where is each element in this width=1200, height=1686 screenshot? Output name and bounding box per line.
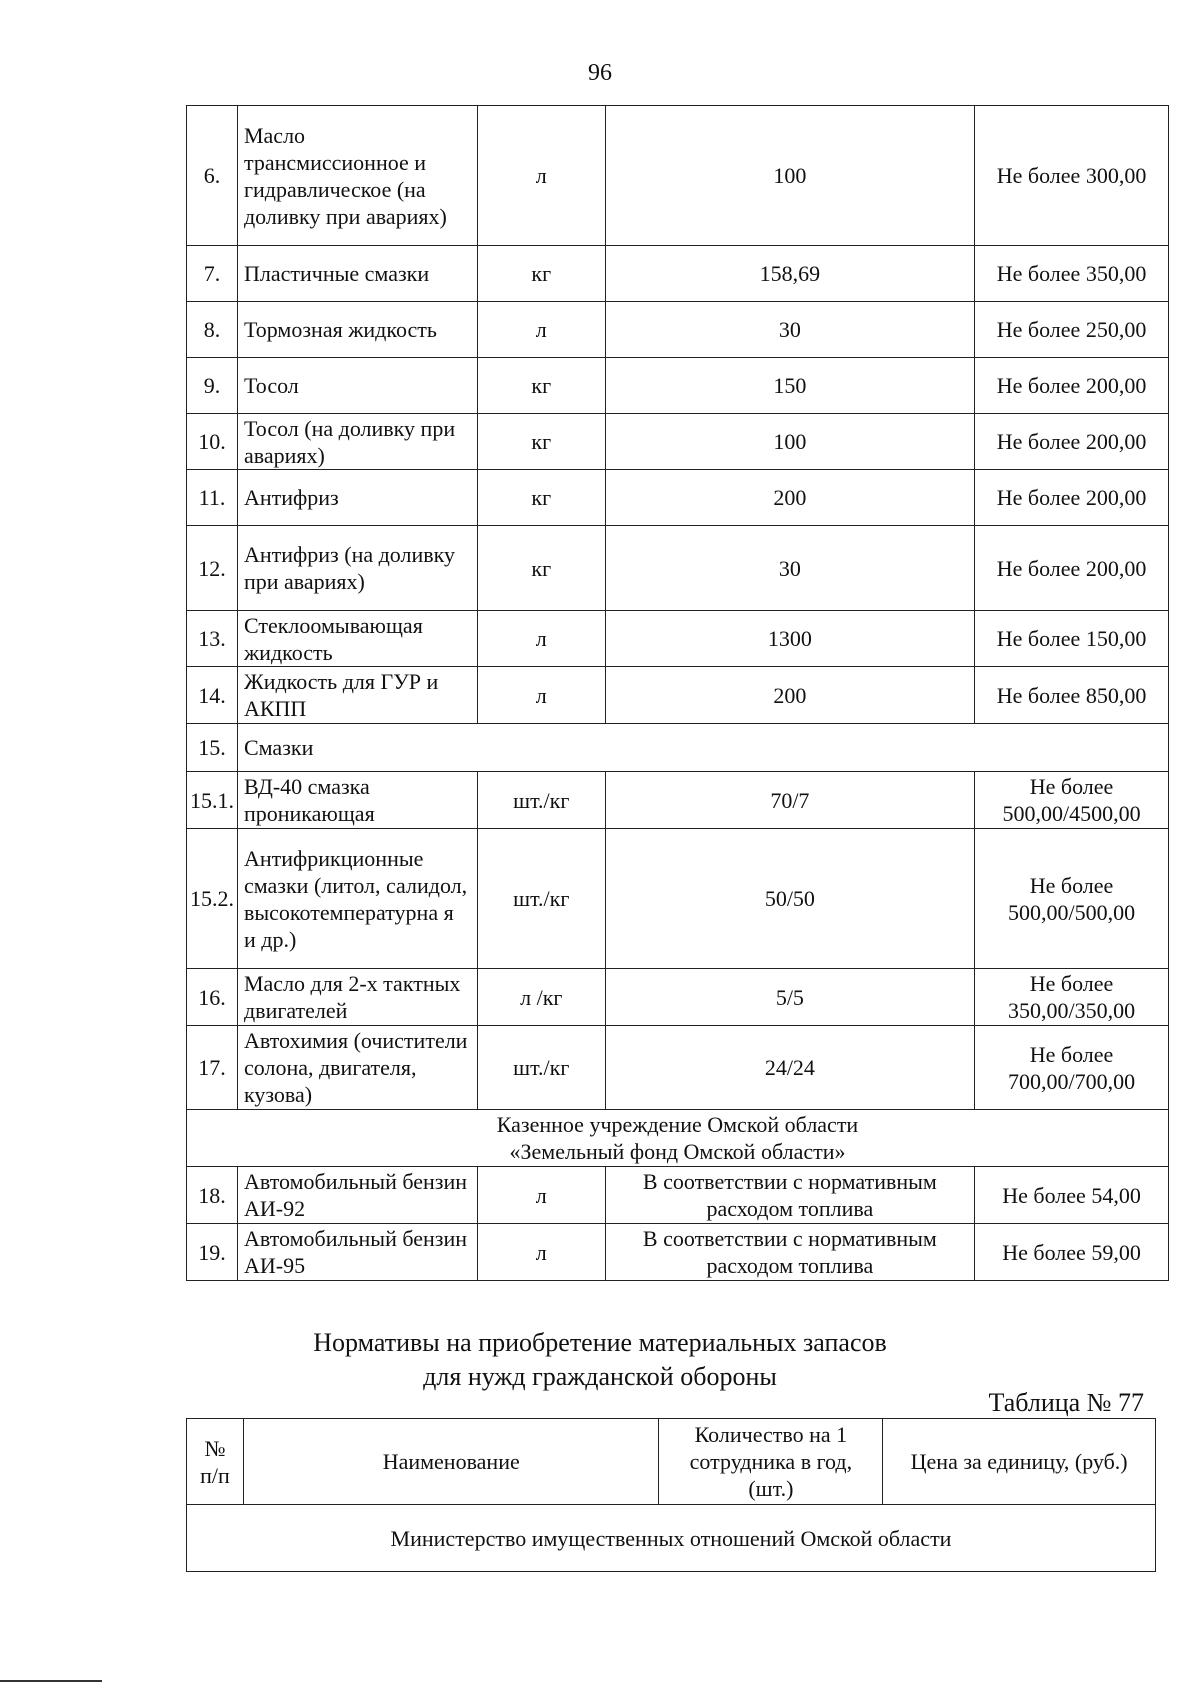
item-name: ВД-40 смазка проникающая: [237, 772, 477, 829]
table-row: [187, 1224, 1169, 1281]
item-unit: кг: [477, 526, 605, 611]
item-name: Пластичные смазки: [237, 246, 477, 302]
item-quantity: 1300: [605, 611, 974, 667]
table-row: [187, 106, 1169, 246]
item-price: Не более 150,00: [975, 611, 1169, 667]
item-quantity: 100: [605, 106, 974, 246]
item-price: Не более 200,00: [975, 470, 1169, 526]
item-quantity: 200: [605, 667, 974, 724]
item-unit: л: [477, 302, 605, 358]
page-number: 96: [588, 60, 612, 86]
item-name: Автохимия (очистители солона, двигателя, кузова): [237, 1026, 477, 1110]
header-name: Наименование: [243, 1419, 659, 1505]
item-unit: л: [477, 1167, 605, 1224]
section-header: Министерство имущественных отношений Омской области: [187, 1505, 1156, 1572]
item-name: Антифрикционные смазки (литол, салидол, высокотемпературна я и др.): [237, 829, 477, 969]
item-price: Не более 500,00/4500,00: [975, 772, 1169, 829]
item-quantity: 158,69: [605, 246, 974, 302]
item-quantity: 150: [605, 358, 974, 414]
item-quantity: 30: [605, 526, 974, 611]
table-row: [187, 302, 1169, 358]
row-number: 17.: [187, 1026, 238, 1110]
section-header-row: [187, 1110, 1169, 1167]
row-number: 16.: [187, 969, 238, 1026]
table-row: [187, 611, 1169, 667]
section-header-line2: «Земельный фонд Омской области»: [509, 1139, 846, 1164]
table-row: [187, 1026, 1169, 1110]
item-price: Не более 850,00: [975, 667, 1169, 724]
item-price: Не более 500,00/500,00: [975, 829, 1169, 969]
header-number: № п/п: [187, 1419, 244, 1505]
item-price: Не более 250,00: [975, 302, 1169, 358]
item-name: Тосол (на доливку при авариях): [237, 414, 477, 470]
item-quantity: 70/7: [605, 772, 974, 829]
row-number: 15.: [187, 724, 238, 772]
item-unit: л: [477, 667, 605, 724]
item-unit: л: [477, 106, 605, 246]
item-price: Не более 54,00: [975, 1167, 1169, 1224]
item-quantity: 50/50: [605, 829, 974, 969]
item-name: Тормозная жидкость: [237, 302, 477, 358]
table-row: [187, 246, 1169, 302]
row-number: 13.: [187, 611, 238, 667]
row-number: 19.: [187, 1224, 238, 1281]
item-quantity: 200: [605, 470, 974, 526]
table-row: [187, 414, 1169, 470]
item-unit: шт./кг: [477, 1026, 605, 1110]
row-number: 11.: [187, 470, 238, 526]
table-row: [187, 724, 1169, 772]
row-number: 6.: [187, 106, 238, 246]
section-header-line1: Казенное учреждение Омской области: [496, 1112, 859, 1137]
item-name: Масло для 2-х тактных двигателей: [237, 969, 477, 1026]
item-price: Не более 200,00: [975, 358, 1169, 414]
item-name: Автомобильный бензин АИ-92: [237, 1167, 477, 1224]
section-header: [187, 1110, 1169, 1167]
row-number: 10.: [187, 414, 238, 470]
item-price: Не более 300,00: [975, 106, 1169, 246]
fuel-materials-table: [186, 105, 1169, 1281]
item-unit: шт./кг: [477, 772, 605, 829]
item-price: Не более 700,00/700,00: [975, 1026, 1169, 1110]
item-unit: кг: [477, 414, 605, 470]
item-name: Масло трансмиссионное и гидравлическое (на доливку при авариях): [237, 106, 477, 246]
table-row: [187, 358, 1169, 414]
table-row: [187, 470, 1169, 526]
row-number: 18.: [187, 1167, 238, 1224]
item-quantity: 30: [605, 302, 974, 358]
item-name: Стеклоомывающая жидкость: [237, 611, 477, 667]
table-row: [187, 667, 1169, 724]
header-row: [187, 1419, 1156, 1505]
item-price: Не более 350,00/350,00: [975, 969, 1169, 1026]
item-name: Автомобильный бензин АИ-95: [237, 1224, 477, 1281]
item-quantity: 100: [605, 414, 974, 470]
item-name: Жидкость для ГУР и АКПП: [237, 667, 477, 724]
item-price: Не более 350,00: [975, 246, 1169, 302]
row-number: 8.: [187, 302, 238, 358]
item-price: Не более 200,00: [975, 414, 1169, 470]
item-unit: л: [477, 1224, 605, 1281]
item-quantity: В соответствии с нормативным расходом топлива: [605, 1224, 974, 1281]
row-number: 9.: [187, 358, 238, 414]
row-number: 14.: [187, 667, 238, 724]
item-quantity: 24/24: [605, 1026, 974, 1110]
item-quantity: 5/5: [605, 969, 974, 1026]
item-quantity: В соответствии с нормативным расходом топлива: [605, 1167, 974, 1224]
table-number-label: Таблица № 77: [988, 1388, 1144, 1417]
item-unit: л /кг: [477, 969, 605, 1026]
table-row: [187, 1167, 1169, 1224]
section-label: Смазки: [237, 724, 1168, 772]
table-row: [187, 526, 1169, 611]
section-title-line2: для нужд гражданской обороны: [423, 1362, 777, 1391]
item-name: Тосол: [237, 358, 477, 414]
item-name: Антифриз: [237, 470, 477, 526]
row-number: 12.: [187, 526, 238, 611]
row-number: 7.: [187, 246, 238, 302]
item-unit: кг: [477, 246, 605, 302]
civil-defense-table: [186, 1418, 1156, 1572]
section-title-line1: Нормативы на приобретение материальных запасов: [313, 1328, 887, 1357]
item-unit: кг: [477, 358, 605, 414]
table-row: [187, 772, 1169, 829]
item-unit: кг: [477, 470, 605, 526]
row-number: 15.2.: [187, 829, 238, 969]
table-row: [187, 969, 1169, 1026]
item-unit: л: [477, 611, 605, 667]
scan-artifact-line: [0, 1680, 102, 1682]
item-price: Не более 59,00: [975, 1224, 1169, 1281]
section-header-row: [187, 1505, 1156, 1572]
section-title: [0, 1326, 1200, 1394]
item-name: Антифриз (на доливку при авариях): [237, 526, 477, 611]
row-number: 15.1.: [187, 772, 238, 829]
item-unit: шт./кг: [477, 829, 605, 969]
table-row: [187, 829, 1169, 969]
item-price: Не более 200,00: [975, 526, 1169, 611]
header-quantity: Количество на 1 сотрудника в год, (шт.): [659, 1419, 883, 1505]
header-price: Цена за единицу, (руб.): [883, 1419, 1156, 1505]
